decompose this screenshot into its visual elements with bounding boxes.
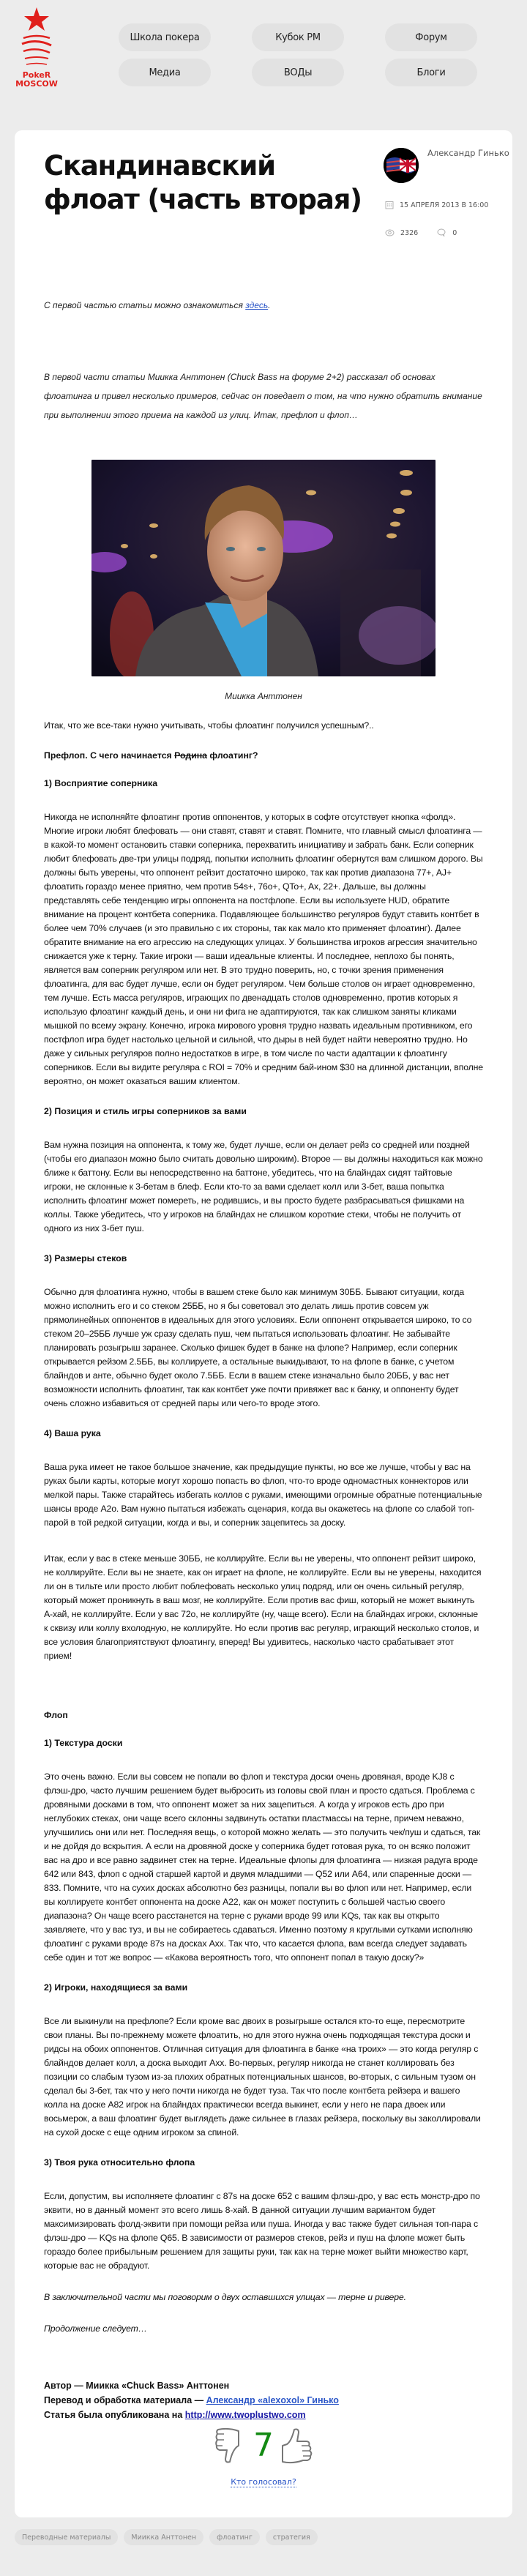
closing-note: В заключительной части мы поговорим о двух оставшихся улицах — терне и ривере.	[44, 2292, 406, 2302]
article	[15, 130, 512, 2517]
eye-icon	[385, 229, 395, 236]
views-count: 2326	[400, 228, 419, 237]
article-photo	[91, 460, 436, 676]
section-heading: 2) Игроки, находящиеся за вами	[44, 1982, 188, 1993]
nav-row-2	[119, 59, 477, 86]
nav-forum-button[interactable]: Форум	[385, 23, 477, 51]
nav-row-1	[119, 23, 477, 51]
section-heading: 1) Восприятие соперника	[44, 778, 158, 788]
main-nav	[119, 23, 514, 94]
logo-star-chips-icon	[15, 6, 59, 88]
poker-moscow-logo[interactable]	[15, 6, 59, 88]
section-paragraph: Вам нужна позиция на оппонента, к тому же, будет лучше, если он делает рейз со средней или поздней (чтобы его диапазон можно было считать довольно широким). Второе — вы должны находиться как можно ближе к баттону. Если вы непосредственно на баттоне, убедитесь, что на блайндах сидят тайтовые игроки, не склонные к 3-бетам в блеф. Если кто-то за вами сделает колл или 3-бет, ваша попытка исполнить флоатинг может помереть, не родившись, и вы просто будете разбрасываться фишками на коллы. Также убедитесь, что у игроков на блайндах не слишком короткие стеки, чтобы не получить от одного из них 3-бет пуш.	[44, 1140, 483, 1233]
section-paragraph: Обычно для флоатинга нужно, чтобы в вашем стеке было как минимум 30ББ. Бывают ситуации, когда можно исполнить его и со стеком 25ББ, но я бы советовал это делать лишь против совсем уж прямолинейных оппонентов в идеальных для этого условиях. Если оппонент открывается широко, то со стеком 20–25ББ лучше уж сразу сделать пуш, чем пытаться использовать флоатинг. Не забывайте планировать розыгрыш заранее. Сколько фишек будет в банке на флопе? Например, если соперник открывается рейзом 2.5ББ, вы коллируете, а остальные выкидывают, то на флопе в банке, с учетом блайндов и анте, обычно будет около 7.5ББ. Если в вашем стеке изначально было 20ББ, у вас нет возможности исполнить флоатинг, так как контбет уже почти привяжет вас к банку, и оппоненту будет очень сложно избавиться от средней пары или чего-то вроде этого.	[44, 1287, 472, 1408]
calendar-icon	[385, 201, 394, 209]
translator-link[interactable]: Александр «alexoxol» Гинько	[206, 2395, 339, 2405]
article-lead: В первой части статьи Миикка Анттонен (Chuck Bass на форуме 2+2) рассказал об основах флоатинга и привел несколько примеров, сейчас он поведает о том, на что нужно обратить внимание при выполнении этого приема на каждой из улиц. Итак, префлоп и флоп…	[44, 372, 482, 420]
comments-icon[interactable]	[437, 228, 446, 237]
source-link[interactable]: http://www.twoplustwo.com	[184, 2410, 306, 2420]
section-paragraph: Итак, если у вас в стеке меньше 30ББ, не коллируйте. Если вы не уверены, что оппонент рейзит широко, не коллируйте. Если вы не знаете, как он играет на флопе, не коллируйте. Если вы не уверены, находится ли он в тильте или просто любит поблефовать несколько улиц подряд, или он очень сильный регуляр, который может проникнуть в ваш мозг, не коллируйте. Если против вас фиш, который не может выкинуть А-хай, не коллируйте. Если у вас 72o, не коллируйте (ну, чаще всего). Если на блайндах игроки, склонные к сквизу или коллу вхолодную, не коллируйте. Но если против вас регуляр, играющий несколько столов, и все условия благоприятствуют флоатингу, вперед! Вы удивитесь, насколько часто срабатывает этот прием!	[44, 1553, 482, 1661]
author-avatar[interactable]	[384, 148, 419, 183]
section-paragraph: Все ли выкинули на префлопе? Если кроме вас двоих в розыгрыше остался кто-то еще, пересмотрите свои планы. Вы по-прежнему можете флоатить, но для этого нужна очень подходящая текстура доски и ридсы на обоих оппонентов. Отличная ситуация для флоатинга в банке «на троих» — это когда регуляр с блайндов делает колл, а доска выходит Axx. Во-первых, регуляр никогда не станет коллировать без позиции со слабым тузом из-за плохих обратных потенциальных шансов, во-вторых, с сильным тузом он сделал бы 3-бет, так что у него почти никогда не будет туза. Так что после контбета рейзера и вашего колла на доске A82 игрок на блайндах практически всегда выкинет, если у него не пара двоек или восьмерок, а ваш флоатинг будет выглядеть даже сильнее в глазах рейзера, поскольку вы заколлировали на сухой доске с еще одним игроком за спиной.	[44, 2016, 481, 2138]
article-title: Скандинавский флоат (часть вторая)	[44, 150, 362, 215]
article-card	[15, 130, 512, 2517]
author-credit: Автор — Миикка «Chuck Bass» Анттонен	[44, 2381, 230, 2391]
svg-text:PokeR: PokeR	[22, 70, 51, 80]
article-header	[44, 146, 509, 287]
publish-date-text: 15 АПРЕЛЯ 2013 В 16:00	[400, 201, 489, 209]
tag-list	[15, 2529, 318, 2545]
section-paragraph: Это очень важно. Если вы совсем не попали во флоп и текстура доски очень дровяная, вроде KJ8 с флэш-дро, часто лучшим решением будет выбросить из головы свой план и просто сдаться. Проблема с дровяными досками в том, что оппонент может за них зацепиться. А когда у игроков есть дро при неглубоких стеках, они чаще всего склонны задвинуть остатки пластмассы на терне, причем неважно, улучшились они или нет. Последняя вещь, о которой можно желать — это получить чек/пуш и сдаться, так и не дойдя до вскрытия. А если на дровяной доске у соперника будет готовая рука, то он всяко положит вас на дро и все равно задвинет стек на терне. Идеальные флопы для флоатинга — низкая радуга вроде 642 или 843, флоп с одной старшей картой и двумя младшими — Q52 или A64, или спаренные доски — 833. Помните, что на сухих досках абсолютно без разницы, попали вы во флоп или нет. Например, если вы коллируете контбет оппонента на доске A22, как он может поступить с большей частью своего диапазона? Он чаще всего расстанется на терне с руками вроде 99 или KQs, так как вы открыто заявляете, что у вас туз, и вы не собираетесь сдаваться. Именно поэтому я круглыми сутками исполняю флоатинг с руками вроде 87s на досках Axx. Так что, что касается флопа, вам всегда следует задавать себе один и тот же вопрос — «Какова вероятность того, что оппонент попал в такую доску?»	[44, 1772, 481, 1963]
translator-credit: Перевод и обработка материала — Александр «alexoxol» Гинько	[44, 2395, 339, 2405]
publish-date	[385, 201, 488, 209]
flag-avatar-icon	[384, 148, 419, 183]
section-paragraph: Никогда не исполняйте флоатинг против оппонентов, у которых в софте отсутствует кнопка «фолд». Многие игроки любят блефовать — они ставят, ставят и ставят. Помните, что главный смысл флоатинга — в какой-то момент остановить ставки соперника, перехватить инициативу и забрать банк. Если соперник любит блефовать две-три улицы подряд, попытки исполнить флоатинг обернутся вам слишком дорого. Вы должны быть уверены, что оппонент рейзит достаточно широко, так как против диапазона 77+, AJ+ флоатить гораздо менее приятно, чем против 54s+, 76o+, QTo+, Ax, 22+. Дальше, вы должны представлять себе тенденцию игры оппонента на постфлопе. Если вы используете HUD, обратите внимание на процент контбета соперника. Подавляющее большинство регуляров будут ставить контбет в более чем 70% случаев (и это правильно с их стороны, так как мало кто применяет флоатинг). Далее обратите внимание на его агрессию на следующих улицах. У большинства игроков агрессия значительно снижается уже к терну. Такие игроки — ваши идеальные клиенты. И последнее, неплохо бы понять, является вам соперник регуляром или нет. В это трудно поверить, но, с точки зрения применения флоатинга, для вас будет лучше, если он будет регуляром. Чем больше столов он играет одновременно, тем лучше. Есть масса регуляров, играющих по двенадцать столов одновременно, против которых я использую флоатинг каждый день, и они ни фига не адаптируются, так как слишком заняты кликами мышкой по всему экрану. Конечно, игрока мирового уровня трудно назвать идеальным противником, его постфлоп игра будет настолько цельной и сильной, что дыры в ней будет найти невероятно трудно. Но даже у сильных регуляров полно недостатков в игре, в том числе по части адаптации к флоатингу соперников. Если вы видите регуляра с ROI = 70% и средним бай-ином $30 на длинной дистанции, вполне вероятно, он может оказаться вашим клиентом.	[44, 812, 483, 1086]
first-part-note: С первой частью статьи можно ознакомиться здесь.	[44, 300, 271, 310]
section-heading: 4) Ваша рука	[44, 1428, 101, 1438]
who-voted-link[interactable]: Кто голосовал?	[231, 2477, 296, 2487]
tag-player[interactable]: Миикка Анттонен	[124, 2529, 203, 2545]
section-heading: 2) Позиция и стиль игры соперников за вами	[44, 1106, 247, 1116]
section-paragraph: Ваша рука имеет не такое большое значение, как предыдущие пункты, но все же лучше, чтобы у вас на руках были карты, которые могут хорошо попасть во флоп, что-то вроде одномастных коннекторов или мелкой пары. Также старайтесь избегать коллов с руками, имеющими огромные обратные потенциальные шансы вроде A2o. Вам нужно пытаться избежать сценария, когда вы окажетесь на флопе со слабой топ-парой в той редкой ситуации, когда и вы, и соперник зацепитесь за доску.	[44, 1462, 482, 1528]
comments-count[interactable]: 0	[452, 228, 457, 237]
tag-translated[interactable]: Переводные материалы	[15, 2529, 118, 2545]
thumbs-down-icon[interactable]	[214, 2427, 249, 2465]
nav-school-button[interactable]: Школа покера	[119, 23, 211, 51]
author-name[interactable]: Александр Гинько	[427, 148, 509, 158]
svg-text:MOSCOW: MOSCOW	[15, 79, 58, 88]
struck-word: Родина	[174, 750, 208, 761]
section-heading: 3) Твоя рука относительно флопа	[44, 2157, 195, 2168]
rating-widget	[44, 2427, 483, 2465]
preflop-heading: Префлоп. С чего начинается Родина флоатинг?	[44, 750, 258, 761]
article-stats	[385, 228, 457, 237]
nav-vods-button[interactable]: ВОДы	[252, 59, 344, 86]
intro-question: Итак, что же все-таки нужно учитывать, чтобы флоатинг получился успешным?..	[44, 720, 374, 731]
nav-media-button[interactable]: Медиа	[119, 59, 211, 86]
flop-heading: Флоп	[44, 1710, 68, 1720]
section-heading: 3) Размеры стеков	[44, 1253, 127, 1263]
thumbs-up-icon[interactable]	[278, 2427, 313, 2465]
voters	[44, 2475, 483, 2488]
nav-cup-button[interactable]: Кубок PM	[252, 23, 344, 51]
photo-caption: Миикка Анттонен	[225, 691, 302, 701]
first-part-link[interactable]: здесь	[245, 300, 269, 310]
site-header	[0, 0, 527, 130]
player-portrait-image	[91, 460, 436, 676]
tag-floating[interactable]: флоатинг	[209, 2529, 260, 2545]
section-paragraph: Если, допустим, вы исполняете флоатинг с 87s на доске 652 с вашим флэш-дро, у вас есть монстр-дро по эквити, но в данный момент это всего лишь 8-хай. В данной ситуации лучшим вариантом будет максимизировать фолд-эквити при помощи рейза или пуша. Иногда у вас также будет сильная топ-пара с флэш-дро — KQs на флопе Q65. В зависимости от размеров стеков, рейз и пуш на флопе может быть гораздо более прибыльным решением для защиты руки, так как на терне может выйти множество карт, которые вас не обрадуют.	[44, 2191, 480, 2271]
tag-strategy[interactable]: стратегия	[266, 2529, 318, 2545]
rating-value: 7	[253, 2427, 274, 2464]
article-credits	[44, 2378, 483, 2422]
source-credit: Статья была опубликована на http://www.twoplustwo.com	[44, 2410, 306, 2420]
section-heading: 1) Текстура доски	[44, 1738, 123, 1748]
to-be-continued: Продолжение следует…	[44, 2323, 147, 2334]
nav-blogs-button[interactable]: Блоги	[385, 59, 477, 86]
